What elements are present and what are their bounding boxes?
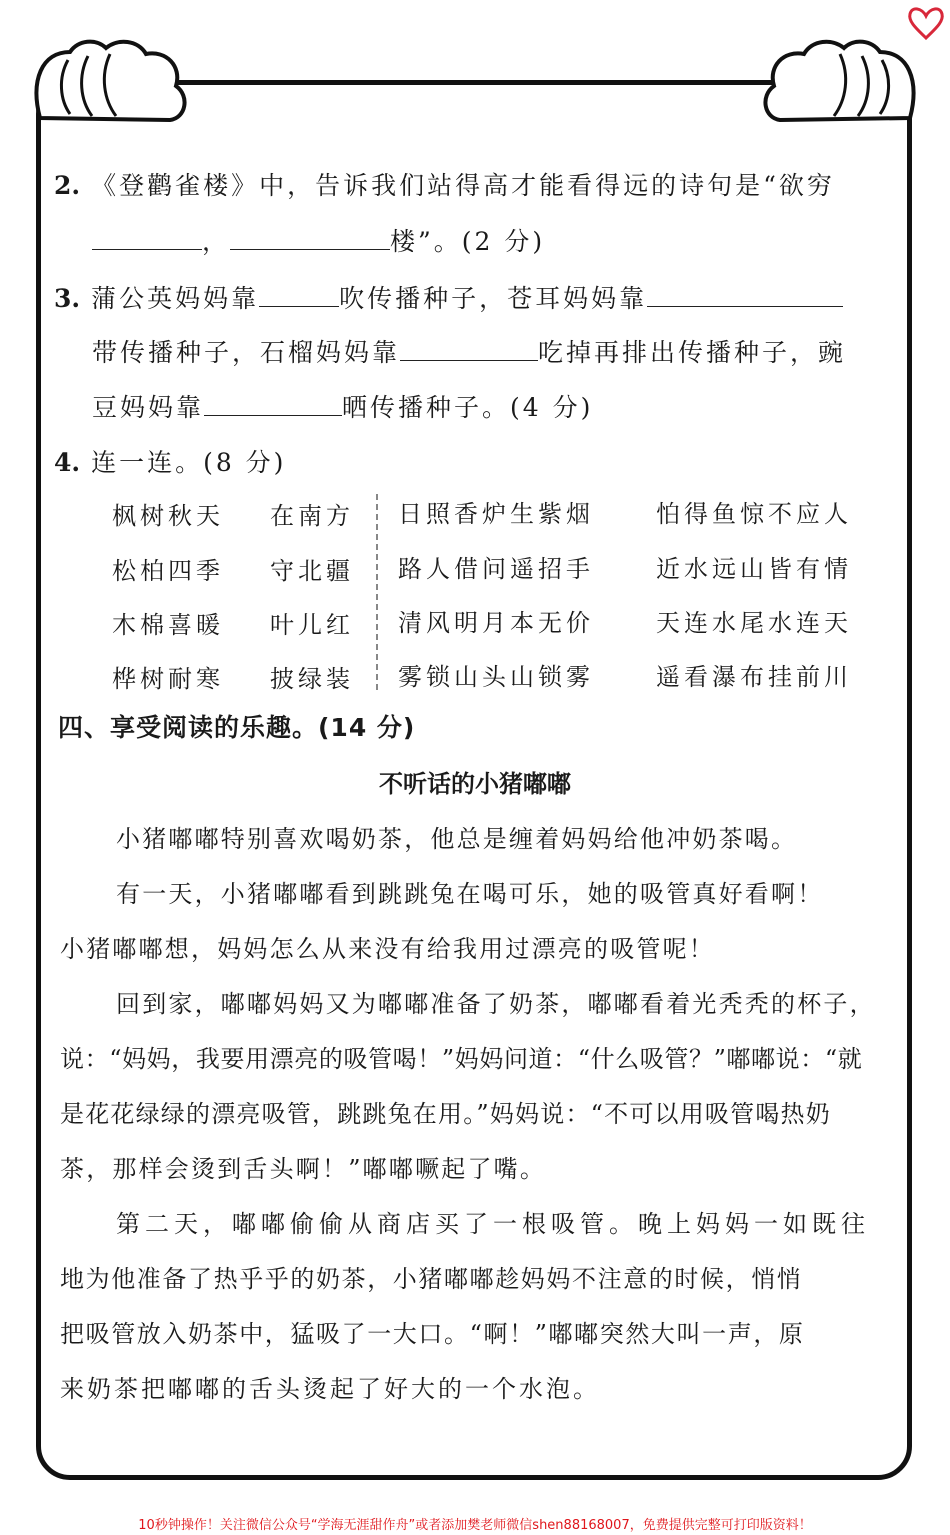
question-3-text: 豆妈妈靠 [92,393,205,422]
question-2-end-text: 楼”。(2 分) [390,227,546,256]
question-3-text: 带传播种子，石榴妈妈靠 [92,338,401,367]
story-line: 有一天，小猪嘟嘟看到跳跳兔在喝可乐，她的吸管真好看啊！ [116,880,824,908]
match-item[interactable]: 在南方 [270,502,354,530]
question-4-line [54,443,286,479]
heart-icon [910,9,943,38]
story-line: 回到家，嘟嘟妈妈又为嘟嘟准备了奶茶，嘟嘟看着光秃秃的杯子， [116,990,876,1018]
story-line: 把吸管放入奶茶中，猛吸了一大口。“啊！”嘟嘟突然大叫一声，原 [60,1320,805,1348]
story-line: 地为他准备了热乎乎的奶茶，小猪嘟嘟趁妈妈不注意的时候，悄悄 [60,1265,803,1293]
match-item[interactable]: 披绿装 [270,665,354,693]
match-item[interactable]: 天连水尾水连天 [656,609,852,637]
answer-blank[interactable] [400,334,538,361]
section-title: 四、享受阅读的乐趣。(14 分) [58,713,416,742]
column-divider [376,494,378,690]
question-3-line1 [54,279,843,315]
match-item[interactable]: 守北疆 [270,557,354,585]
question-3-number: 3. [54,284,81,313]
story-line: 小猪嘟嘟特别喜欢喝奶茶，他总是缠着妈妈给他冲奶茶喝。 [116,825,798,853]
question-3-text: 蒲公英妈妈靠 [91,284,260,313]
question-4-number: 4. [54,448,81,477]
question-3-text: 吃掉再排出传播种子，豌 [538,338,847,367]
story-line: 说：“妈妈，我要用漂亮的吸管喝！”妈妈问道：“什么吸管？”嘟嘟说：“就 [60,1045,863,1073]
match-item[interactable]: 雾锁山头山锁雾 [398,663,594,691]
answer-blank[interactable] [204,389,342,416]
question-2-text: 《登鹳雀楼》中，告诉我们站得高才能看得远的诗句是“欲穷 [91,171,835,200]
match-item[interactable]: 叶儿红 [270,611,354,639]
match-item[interactable]: 松柏四季 [112,557,224,585]
question-3-text: 晒传播种子。(4 分) [342,393,594,422]
question-3-line2 [92,333,846,369]
question-3-text: 吹传播种子，苍耳妈妈靠 [339,284,648,313]
comma-text: ， [202,227,231,256]
answer-blank[interactable] [647,280,843,307]
story-line: 是花花绿绿的漂亮吸管，跳跳兔在用。”妈妈说：“不可以用吸管喝热奶 [60,1100,831,1128]
question-2-line1 [54,166,835,202]
story-line: 茶，那样会烫到舌头啊！”嘟嘟噘起了嘴。 [60,1155,547,1183]
question-3-line3 [92,388,593,424]
question-4-label: 连一连。(8 分) [91,448,287,477]
story-line: 来奶茶把嘟嘟的舌头烫起了好大的一个水泡。 [60,1375,600,1403]
story-title: 不听话的小猪嘟嘟 [379,770,571,798]
question-2-number: 2. [54,171,81,200]
match-item[interactable]: 怕得鱼惊不应人 [656,500,852,528]
match-item[interactable]: 木棉喜暖 [112,611,224,639]
answer-blank[interactable] [92,223,202,250]
match-item[interactable]: 日照香炉生紫烟 [398,500,594,528]
footer-notice: 10秒钟操作！关注微信公众号“学海无涯甜作舟”或者添加樊老师微信shen88168007，免费提供完整可打印版资料！ [138,1518,812,1533]
answer-blank[interactable] [230,223,390,250]
match-item[interactable]: 近水远山皆有情 [656,555,852,583]
match-item[interactable]: 遥看瀑布挂前川 [656,663,852,691]
question-2-line2 [92,222,545,258]
match-item[interactable]: 桦树耐寒 [112,665,224,693]
match-item[interactable]: 路人借问遥招手 [398,555,594,583]
match-item[interactable]: 清风明月本无价 [398,609,594,637]
story-line: 第二天，嘟嘟偷偷从商店买了一根吸管。晚上妈妈一如既往 [116,1210,870,1238]
story-line: 小猪嘟嘟想，妈妈怎么从来没有给我用过漂亮的吸管呢！ [60,935,715,963]
match-item[interactable]: 枫树秋天 [112,502,224,530]
answer-blank[interactable] [259,280,339,307]
